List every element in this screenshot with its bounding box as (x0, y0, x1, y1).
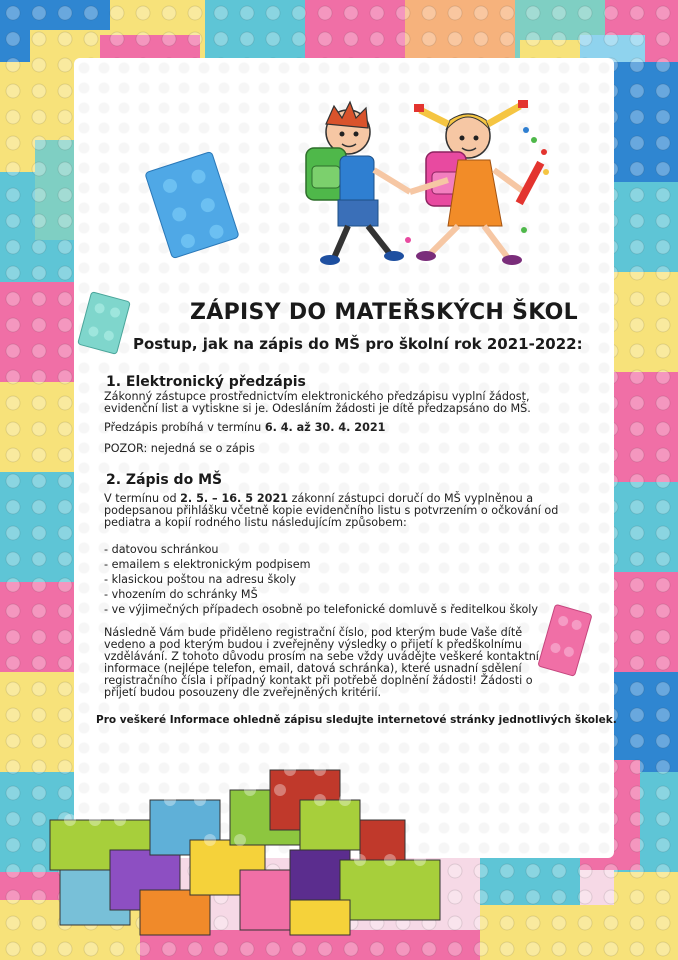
intro-rest: zákonní zástupci doručí do MŠ vyplněnou a podepsanou přihlášku včetně kopie evidenčního listu s potvrzením o očkování od pediatra a kopií rodného listu následujícím způsobem: (104, 492, 559, 529)
section2-closing: Následně Vám bude přiděleno registrační číslo, pod kterým bude Vaše dítě vedeno a pod kterým budou i zveřejněny výsledky o přijetí k předškolnímu vzdělávání. Z tohoto důvodu prosím na sebe vždy uvádějte veškeré kontaktní informace (nejlépe telefon, email, datová schránka), které usnadní sdělení registračního čísla i případný kontakt při potřebě doplnění žádosti! Žádosti o přijetí budou posouzeny dle zveřejněných kritérií. (104, 626, 539, 699)
section2-intro (104, 493, 574, 529)
method-item: - ve výjimečných případech osobně po telefonické domluvě s ředitelkou školy (104, 603, 539, 616)
method-item: - emailem s elektronickým podpisem (104, 558, 311, 571)
footer-note: Pro veškeré Informace ohledně zápisu sledujte internetové stránky jednotlivých školek. (96, 714, 617, 726)
page-title: ZÁPISY DO MATEŘSKÝCH ŠKOL (190, 300, 578, 325)
floating-brick-left (74, 288, 134, 358)
floating-brick-top-left (145, 150, 240, 260)
section1-date-line (104, 421, 385, 434)
section1-heading: 1. Elektronický předzápis (106, 374, 306, 390)
intro-dates: 2. 5. – 16. 5 2021 (180, 492, 289, 505)
date-prefix: Předzápis probíhá v termínu (104, 421, 265, 434)
intro-prefix: V termínu od (104, 492, 181, 505)
section1-paragraph: Zákonný zástupce prostřednictvím elektronického předzápisu vyplní žádost, evidenční list a vytiskne si je. Odesláním žádosti je dítě předzapsáno do MŠ. (104, 390, 531, 415)
section2-heading: 2. Zápis do MŠ (106, 472, 223, 488)
children-with-backpacks-illustration (298, 100, 558, 270)
method-item: - klasickou poštou na adresu školy (104, 573, 296, 586)
date-range: 6. 4. až 30. 4. 2021 (264, 421, 386, 434)
page-subtitle: Postup, jak na zápis do MŠ pro školní rok 2021-2022: (133, 335, 583, 353)
section1-note: POZOR: nejedná se o zápis (104, 442, 255, 455)
pile-of-bricks-illustration (40, 760, 480, 940)
method-item: - vhozením do schránky MŠ (104, 588, 258, 601)
method-item: - datovou schránkou (104, 543, 219, 556)
